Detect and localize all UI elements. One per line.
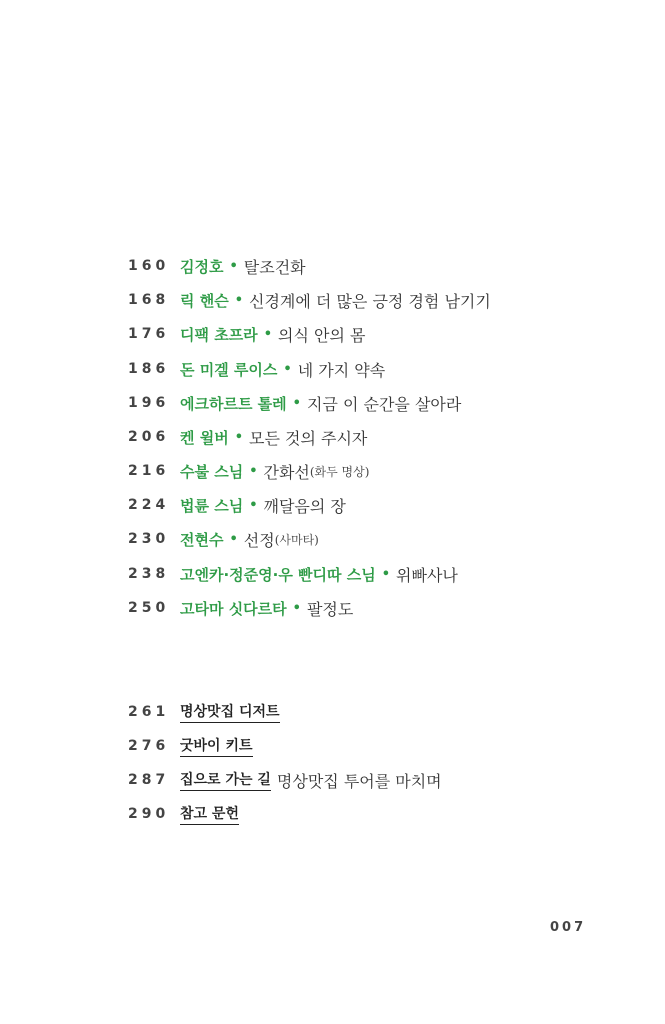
author-name: 수불 스님 [180,462,244,481]
bullet: • [234,429,244,445]
entry-title: 탈조건화 [243,257,306,277]
page-number: 196 [128,395,170,411]
bullet: • [249,463,258,479]
toc-entry [128,289,491,311]
author-name: 릭 핸슨 [180,291,229,310]
author-name: 켄 윌버 [180,428,229,447]
author-name: 전현수 [180,530,224,549]
section-title: 명상맛집 투어를 마치며 [276,771,442,791]
toc-entry [128,528,319,550]
page-number: 276 [128,738,170,754]
page-number: 206 [128,429,170,445]
section-heading: 굿바이 키트 [180,735,253,757]
page-number: 261 [128,704,170,720]
page-number: 160 [128,258,170,274]
entry-title: 의식 안의 몸 [278,325,366,345]
entry-title: 간화선 [263,462,310,482]
toc-entry [128,426,367,448]
page-number: 290 [128,806,170,822]
bullet: • [229,258,238,274]
toc-entry [128,358,385,380]
bullet: • [229,531,238,547]
page-number: 250 [128,600,170,616]
section-heading: 참고 문헌 [180,803,239,825]
bullet: • [292,600,301,616]
entry-subtitle: (사마타) [274,532,319,547]
section-heading: 집으로 가는 길 [180,769,271,791]
bullet: • [292,395,301,411]
author-name: 돈 미겔 루이스 [180,360,278,379]
entry-title: 지금 이 순간을 살아라 [306,394,462,414]
page-number: 230 [128,531,170,547]
entry-title: 네 가지 약속 [297,360,386,380]
page-number: 224 [128,497,170,513]
page-number: 186 [128,361,170,377]
page-number: 168 [128,292,170,308]
bullet: • [381,566,391,582]
toc-extra-entry [128,769,442,791]
toc-entry [128,494,346,516]
section-heading: 명상맛집 디저트 [180,701,280,723]
toc-entry [128,323,365,345]
author-name: 디팩 초프라 [180,325,258,344]
page-number: 238 [128,566,170,582]
author-name: 에크하르트 톨레 [180,394,287,413]
entry-title: 모든 것의 주시자 [249,428,368,448]
author-name: 법륜 스님 [180,496,244,515]
entry-title: 선정 [243,530,275,550]
entry-subtitle: (화두 명상) [309,464,370,479]
toc-extra-entry [128,803,239,825]
author-name: 고타마 싯다르타 [180,599,287,618]
page-folio: 007 [550,920,587,935]
author-name: 김정호 [180,257,224,276]
toc-entry [128,392,461,414]
toc-extra-entry [128,701,280,723]
entry-title: 깨달음의 장 [263,496,346,516]
entry-title: 위빠사나 [396,565,458,585]
page-number: 216 [128,463,170,479]
toc-extra-entry [128,735,253,757]
bullet: • [234,292,244,308]
bullet: • [283,361,292,377]
page-number: 287 [128,772,170,788]
toc-entry [128,563,458,585]
toc-entry [128,255,306,277]
bullet: • [263,326,272,342]
entry-title: 팔정도 [306,599,354,619]
entry-title: 신경계에 더 많은 긍정 경험 남기기 [249,291,491,311]
toc-entry [128,597,353,619]
page-number: 176 [128,326,170,342]
toc-entry [128,460,369,482]
author-name: 고엔카·정준영·우 빤디따 스님 [180,565,376,584]
bullet: • [249,497,258,513]
